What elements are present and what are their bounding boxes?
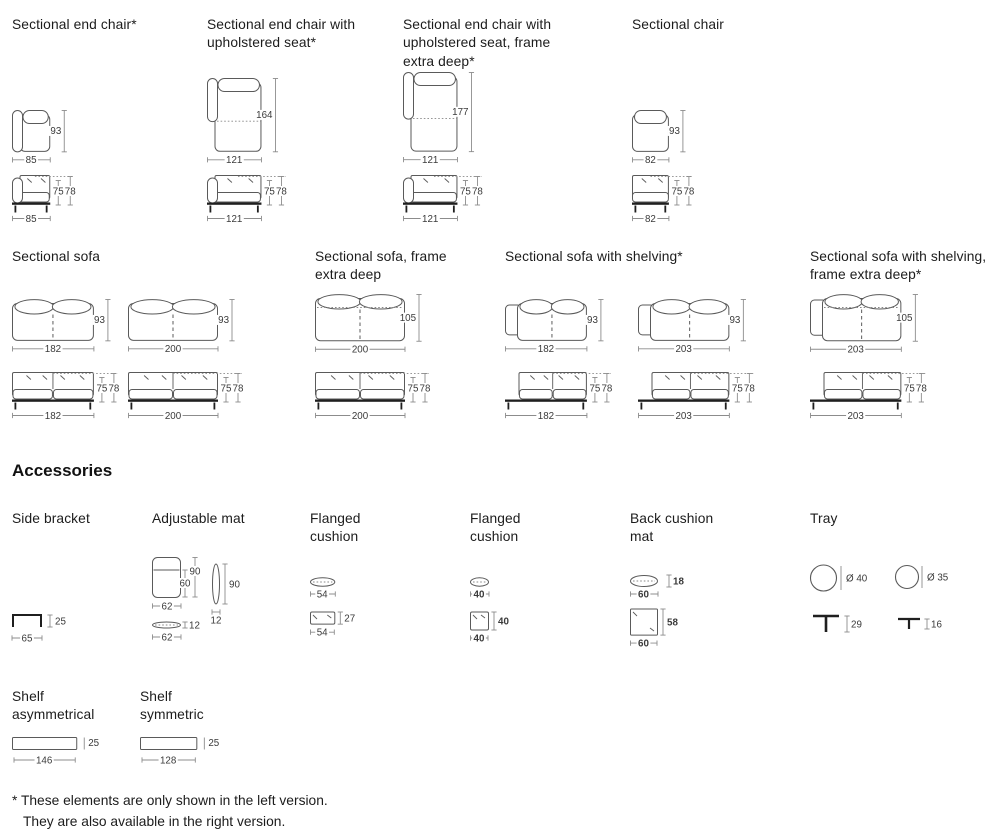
dim-label: Ø 35: [927, 572, 949, 584]
dim-label: 128: [159, 755, 177, 767]
technical-drawing: [12, 299, 128, 359]
accessory-title: Flanged cushion: [310, 511, 361, 545]
dim-label: 146: [35, 755, 53, 767]
accessory-card-flanged-cushion-1: [310, 510, 388, 675]
technical-drawing: [632, 175, 703, 229]
dim-label: 203: [675, 344, 692, 356]
dim-label: 75: [52, 186, 64, 198]
dim-label: 93: [587, 315, 598, 327]
dim-label: 182: [537, 344, 555, 356]
product-card-sectional-sofa: [12, 248, 302, 433]
technical-drawing: [140, 737, 270, 773]
accessory-card-flanged-cushion-2: [470, 510, 548, 675]
accessory-card-side-bracket: [12, 510, 137, 675]
dim-label: 182: [44, 410, 62, 422]
dim-label: 78: [683, 186, 695, 198]
dim-label: 75: [407, 383, 419, 395]
dim-label: 82: [644, 155, 656, 167]
accessory-title: Back cushion mat: [630, 511, 714, 545]
technical-drawing: [403, 72, 491, 170]
accessory-title: Shelf asymmetrical: [12, 689, 95, 723]
dim-label: 200: [164, 410, 182, 422]
technical-drawing: [810, 372, 935, 426]
technical-drawing: [310, 574, 390, 654]
dim-label: 16: [931, 619, 942, 631]
dim-label: 25: [55, 616, 66, 628]
dim-label: 40: [473, 589, 485, 601]
dim-label: 78: [108, 383, 120, 395]
dim-label: 75: [263, 186, 275, 198]
dim-label: 75: [220, 383, 232, 395]
dim-label: 121: [226, 155, 243, 167]
accessory-card-tray: [810, 510, 995, 675]
footnote-line-1: * These elements are only shown in the left version.: [12, 793, 328, 808]
dim-label: 18: [673, 576, 684, 588]
dim-label: 93: [729, 315, 741, 327]
dim-label: 203: [847, 410, 864, 422]
dim-label: 105: [896, 312, 913, 324]
dim-label: 121: [226, 213, 243, 225]
technical-drawing: [128, 372, 252, 426]
technical-drawing: [638, 372, 763, 426]
accessory-card-shelf-asymmetrical: [12, 688, 124, 778]
dim-label: 93: [669, 126, 680, 138]
technical-drawing: [810, 563, 980, 643]
product-card-sectional-chair: [632, 16, 812, 236]
technical-drawing: [505, 299, 621, 359]
dim-label: 25: [208, 737, 220, 749]
dim-label: 78: [601, 383, 613, 395]
technical-drawing: [470, 574, 550, 654]
dim-label: 200: [351, 410, 369, 422]
accessory-title: Shelf symmetric: [140, 689, 204, 723]
dim-label: 82: [644, 213, 656, 225]
technical-drawing: [12, 613, 98, 649]
dim-label: 93: [218, 315, 230, 327]
dim-label: 85: [25, 213, 37, 225]
product-card-sofa-extra-deep: [315, 248, 450, 433]
product-card-sectional-end-chair: [12, 16, 194, 236]
product-title: Sectional end chair with upholstered seat, frame extra deep*: [403, 17, 552, 69]
dim-label: 203: [675, 410, 692, 422]
dim-label: 78: [232, 383, 244, 395]
dim-label: 78: [743, 383, 755, 395]
dim-label: 93: [94, 315, 105, 327]
dim-label: 62: [161, 632, 173, 644]
dim-label: 65: [21, 633, 33, 645]
product-title: Sectional end chair with upholstered seat*: [207, 17, 356, 51]
technical-drawing: [207, 78, 295, 170]
technical-drawing: [12, 175, 84, 229]
technical-drawing: [152, 557, 252, 669]
technical-drawing: [505, 372, 621, 426]
dim-label: 60: [179, 578, 191, 590]
dim-label: 78: [471, 186, 483, 198]
accessory-title: Adjustable mat: [152, 511, 245, 526]
dim-label: 75: [671, 186, 683, 198]
dim-label: 200: [164, 344, 182, 356]
dim-label: 182: [537, 410, 555, 422]
dim-label: 75: [589, 383, 601, 395]
technical-drawing: [128, 299, 252, 359]
dim-label: 12: [210, 615, 222, 627]
accessory-title: Tray: [810, 511, 838, 526]
accessory-title: Flanged cushion: [470, 511, 521, 545]
dim-label: 90: [189, 566, 201, 578]
dim-label: 75: [96, 383, 108, 395]
dim-label: 60: [638, 589, 649, 601]
dim-label: 203: [847, 344, 864, 356]
dim-label: 90: [229, 579, 240, 591]
dim-label: 54: [316, 627, 328, 639]
product-title: Sectional sofa: [12, 249, 101, 264]
product-card-sofa-shelving-extra-deep: [810, 248, 999, 433]
technical-drawing: [12, 372, 128, 426]
dim-label: 182: [44, 344, 62, 356]
technical-drawing: [638, 299, 763, 359]
technical-drawing: [630, 573, 720, 663]
dim-label: 40: [498, 616, 509, 628]
dim-label: 60: [638, 638, 649, 650]
dim-label: 121: [422, 155, 439, 167]
product-title: Sectional sofa, frame extra deep: [315, 249, 447, 283]
dim-label: 75: [459, 186, 471, 198]
dim-label: 121: [422, 213, 439, 225]
dim-label: 54: [316, 589, 328, 601]
dim-label: 62: [161, 601, 173, 613]
dim-label: 29: [851, 619, 862, 631]
product-title: Sectional sofa with shelving, frame extra deep*: [810, 249, 987, 283]
dim-label: 25: [88, 737, 100, 749]
accessories-heading: Accessories: [12, 461, 113, 480]
technical-drawing: [315, 294, 439, 359]
technical-drawing: [403, 175, 491, 229]
dim-label: 75: [731, 383, 743, 395]
dim-label: 164: [256, 110, 273, 122]
technical-drawing: [12, 110, 84, 170]
product-card-end-chair-upholstered-deep: [403, 16, 565, 236]
accessory-card-shelf-symmetric: [140, 688, 235, 778]
dim-label: 177: [452, 107, 469, 119]
dim-label: 200: [351, 344, 369, 356]
product-title: Sectional end chair*: [12, 17, 137, 32]
footnote: [12, 791, 328, 832]
dim-label: 78: [419, 383, 431, 395]
dim-label: 12: [189, 620, 200, 632]
footnote-line-2: They are also available in the right version.: [23, 813, 286, 829]
technical-drawing: [632, 110, 703, 170]
dim-label: 75: [903, 383, 915, 395]
accessory-card-back-cushion-mat: [630, 510, 735, 675]
dim-label: 78: [64, 186, 76, 198]
dim-label: 78: [275, 186, 287, 198]
dim-label: 85: [25, 155, 37, 167]
technical-drawing: [12, 737, 142, 773]
product-card-end-chair-upholstered: [207, 16, 383, 236]
dim-label: 93: [50, 126, 62, 138]
technical-drawing: [315, 372, 439, 426]
product-title: Sectional chair: [632, 17, 724, 32]
dim-label: 58: [667, 617, 678, 629]
product-title: Sectional sofa with shelving*: [505, 249, 683, 264]
dim-label: 40: [473, 633, 485, 645]
technical-drawing: [810, 294, 935, 359]
technical-drawing: [207, 175, 295, 229]
product-card-sofa-shelving: [505, 248, 805, 433]
dim-label: 105: [399, 312, 417, 324]
accessory-card-adjustable-mat: [152, 510, 297, 675]
dim-label: Ø 40: [846, 573, 868, 585]
dim-label: 27: [344, 613, 356, 625]
accessory-title: Side bracket: [12, 511, 90, 526]
dim-label: 78: [915, 383, 927, 395]
